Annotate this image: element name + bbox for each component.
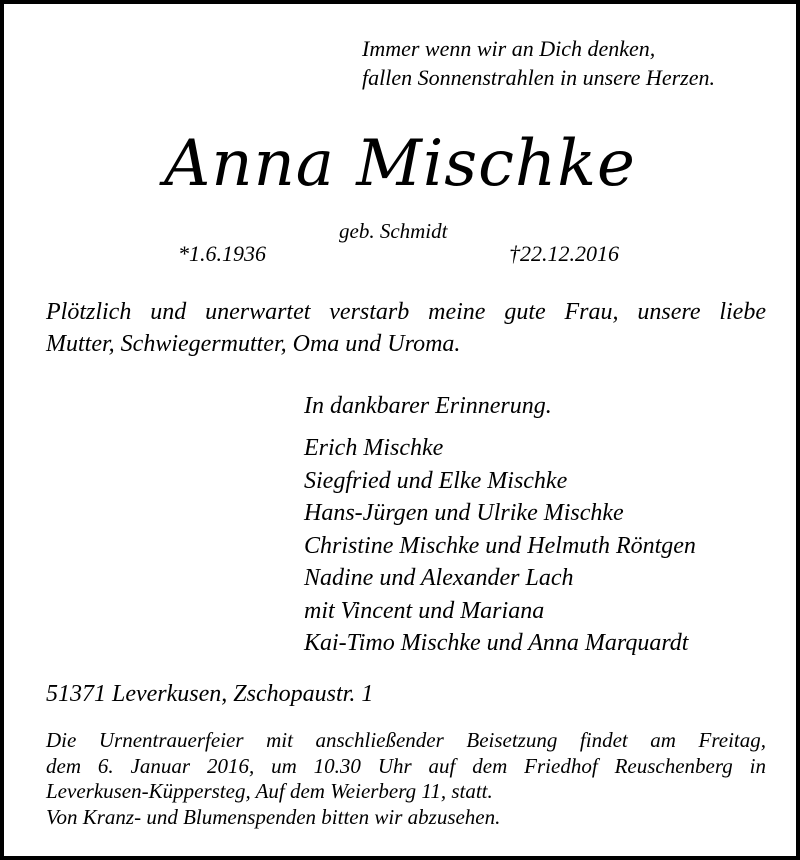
mourners-list xyxy=(304,432,696,660)
birth-date: *1.6.1936 xyxy=(178,241,266,266)
birth-name: geb. Schmidt xyxy=(339,219,448,243)
mourner-item: Kai-Timo Mischke und Anna Marquardt xyxy=(304,630,689,656)
motto-line: Immer wenn wir an Dich denken, xyxy=(362,36,656,61)
ceremony-line: dem 6. Januar 2016, um 10.30 Uhr auf dem Friedhof Reuschenberg in xyxy=(46,753,766,778)
mourner-item: Siegfried und Elke Mischke xyxy=(304,467,568,494)
ceremony-line: Die Urnentrauerfeier mit anschließender Beisetzung findet am Freitag, xyxy=(46,728,766,752)
ceremony-line: Von Kranz- und Blumenspenden bitten wir abzusehen. xyxy=(46,804,501,829)
mourner-item: mit Vincent und Mariana xyxy=(304,597,545,624)
motto-line: fallen Sonnenstrahlen in unsere Herzen. xyxy=(362,65,715,90)
mourner-item: Hans-Jürgen und Ulrike Mischke xyxy=(304,500,624,526)
death-date: †22.12.2016 xyxy=(509,241,619,266)
mourner-item: Christine Mischke und Helmuth Röntgen xyxy=(304,532,696,559)
announcement-line: Plötzlich und unerwartet verstarb meine gute Frau, unsere liebe xyxy=(46,299,766,325)
ceremony-details xyxy=(46,728,766,830)
mourner-item: Nadine und Alexander Lach xyxy=(304,565,574,591)
announcement-line: Mutter, Schwiegermutter, Oma und Uroma. xyxy=(46,331,461,357)
memorial-motto xyxy=(362,34,715,92)
ceremony-line: Leverkusen-Küppersteg, Auf dem Weierberg 11, statt. xyxy=(46,779,493,803)
family-address: 51371 Leverkusen, Zschopaustr. 1 xyxy=(46,681,374,707)
death-announcement xyxy=(46,296,766,360)
deceased-name: Anna Mischke xyxy=(164,127,636,201)
mourner-item: Erich Mischke xyxy=(304,435,444,461)
closing-phrase: In dankbarer Erinnerung. xyxy=(304,393,552,419)
